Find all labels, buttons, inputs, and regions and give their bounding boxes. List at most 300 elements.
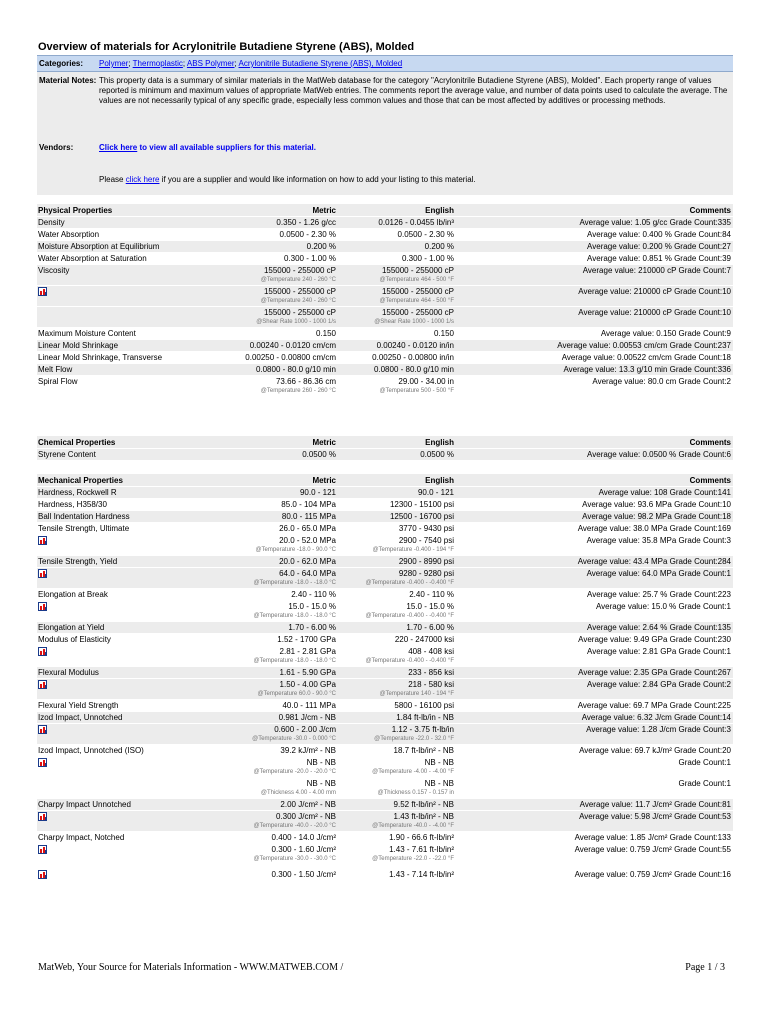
english-value: 12300 - 15100 psi [389,500,454,509]
comment-cell [454,844,733,855]
property-row [37,757,733,778]
property-name [37,757,197,768]
english-value: 0.150 [433,329,454,338]
comment-cell [454,799,733,810]
property-name [37,601,197,612]
metric-condition: @Temperature -30.0 - 0.000 °C [252,736,336,742]
category-link-abs-polymer[interactable]: ABS Polymer [186,59,235,68]
english-cell [336,556,454,567]
property-row [37,589,733,601]
property-row [37,487,733,499]
comment-cell [454,811,733,822]
supplier-info-spacer [37,175,99,195]
english-value: NB - NB [424,779,454,788]
metric-value: 20.0 - 62.0 MPa [279,557,336,566]
english-cell [336,217,454,228]
english-value: 29.00 - 34.00 in [398,377,454,386]
comment-cell [454,556,733,567]
english-value: 5800 - 16100 psi [394,701,454,710]
metric-condition: @Temperature -18.0 - -18.0 °C [253,613,336,619]
comment-cell [454,778,733,789]
metric-value: 26.0 - 65.0 MPa [279,524,336,533]
english-value: 0.0500 - 2.30 % [397,230,454,239]
metric-value: 1.61 - 5.90 GPa [279,668,336,677]
metric-cell [197,667,336,678]
property-name: Maximum Moisture Content [38,329,136,338]
metric-cell [197,523,336,534]
comment-cell [454,667,733,678]
metric-value: 2.40 - 110 % [291,590,336,599]
comment-value: Average value: 108 Grade Count:141 [598,488,731,497]
english-condition: @Temperature 500 - 500 °F [379,388,454,394]
metric-condition: @Temperature -20.0 - -20.0 °C [253,769,336,775]
english-cell [336,844,454,864]
property-row [37,667,733,679]
english-value: 0.00240 - 0.0120 in/in [376,341,454,350]
property-name [37,724,197,735]
comment-value: Average value: 15.0 % Grade Count:1 [595,602,731,611]
english-cell [336,589,454,600]
comments-column-header: Comments [689,205,731,215]
metric-value: 155000 - 255000 cP [263,266,336,275]
comment-value: Grade Count:1 [678,779,731,788]
bar-chart-icon[interactable] [38,602,47,611]
comment-cell [454,328,733,339]
property-name: Viscosity [38,266,70,275]
metric-value: 0.300 - 1.00 % [283,254,336,263]
property-row [37,307,733,328]
comment-cell [454,364,733,375]
section-title: Physical Properties [38,205,113,215]
comment-cell [454,724,733,735]
categories-links [99,59,733,68]
metric-cell [197,229,336,240]
comment-cell [454,757,733,768]
comment-cell [454,253,733,264]
english-cell [336,535,454,555]
property-row [37,634,733,646]
metric-cell [197,589,336,600]
bar-chart-icon[interactable] [38,287,47,296]
comment-cell [454,352,733,363]
property-name: Water Absorption at Saturation [38,254,147,263]
property-name: Charpy Impact, Notched [38,833,125,842]
metric-cell [197,217,336,228]
property-name: Density [38,218,65,227]
english-condition: @Temperature -0.400 - -0.400 °F [365,658,454,664]
supplier-info-suffix: if you are a supplier and would like information on how to add your listing to this material. [159,175,476,184]
property-name: Tensile Strength, Ultimate [38,524,130,533]
property-row [37,229,733,241]
comment-cell [454,265,733,276]
english-condition: @Thickness 0.157 - 0.157 in [377,790,454,796]
english-value: 220 - 247000 ksi [394,635,454,644]
comment-value: Average value: 1.28 J/cm Grade Count:3 [586,725,731,734]
notes-label: Material Notes: [39,76,97,85]
section-header [37,436,733,449]
property-name: Hardness, Rockwell R [38,488,117,497]
english-condition: @Temperature -4.00 - -4.00 °F [372,769,454,775]
category-separator: ; [128,59,133,68]
metric-value: 155000 - 255000 cP [263,308,336,317]
metric-cell [197,869,336,880]
mechanical-properties-section [37,474,733,881]
metric-condition: @Temperature -18.0 - 90.0 °C [255,547,336,553]
comment-cell [454,869,733,880]
comment-value: Average value: 2.84 GPa Grade Count:2 [587,680,731,689]
metric-cell [197,568,336,588]
comment-value: Average value: 38.0 MPa Grade Count:169 [577,524,731,533]
category-link-polymer[interactable]: Polymer [99,59,129,68]
english-cell [336,241,454,252]
comment-value: Average value: 0.00522 cm/cm Grade Count:18 [561,353,731,362]
comment-cell [454,745,733,756]
comment-cell [454,286,733,297]
english-value: 1.43 - 7.14 ft-lb/in² [389,870,454,879]
metric-value: 0.300 - 1.50 J/cm² [271,870,336,879]
metric-value: 1.70 - 6.00 % [288,623,336,632]
supplier-info-row [37,173,733,195]
english-value: 18.7 ft-lb/in² - NB [393,746,454,755]
comment-value: Average value: 210000 cP Grade Count:7 [582,266,731,275]
metric-value: 90.0 - 121 [299,488,336,497]
comment-value: Grade Count:1 [678,758,731,767]
property-row [37,511,733,523]
english-value: 233 - 856 ksi [408,668,454,677]
english-value: 155000 - 255000 cP [381,266,454,275]
comment-value: Average value: 0.759 J/cm² Grade Count:16 [574,870,731,879]
comment-value: Average value: 98.2 MPa Grade Count:18 [582,512,731,521]
metric-cell [197,622,336,633]
metric-value: 1.50 - 4.00 GPa [279,680,336,689]
property-row [37,679,733,700]
comment-cell [454,679,733,690]
property-row [37,745,733,757]
comment-cell [454,511,733,522]
property-name: Water Absorption [38,230,100,239]
property-row [37,265,733,286]
vendors-link-rest: to view all available suppliers for this material. [137,143,316,152]
comment-cell [454,535,733,546]
metric-value: 40.0 - 111 MPa [282,701,336,710]
metric-column-header: Metric [312,205,336,215]
english-cell [336,745,454,756]
english-value: 1.90 - 66.6 ft-lb/in² [389,833,454,842]
property-name [37,844,197,855]
metric-value: 0.400 - 14.0 J/cm² [271,833,336,842]
english-value: 0.0126 - 0.0455 lb/in³ [378,218,454,227]
section-title: Mechanical Properties [38,475,123,485]
english-cell [336,869,454,880]
english-value: 408 - 408 ksi [408,647,454,656]
english-cell [336,778,454,798]
property-name: Modulus of Elasticity [38,635,111,644]
english-value: 2900 - 8990 psi [398,557,454,566]
comment-value: Average value: 11.7 J/cm² Grade Count:81 [579,800,731,809]
metric-cell [197,556,336,567]
metric-cell [197,535,336,555]
english-cell [336,511,454,522]
english-column-header: English [425,475,454,485]
property-name: Flexural Modulus [38,668,99,677]
english-cell [336,799,454,810]
metric-cell [197,487,336,498]
english-cell [336,376,454,396]
metric-value: 0.300 - 1.60 J/cm² [271,845,336,854]
metric-value: NB - NB [306,758,336,767]
comment-cell [454,568,733,579]
english-cell [336,364,454,375]
category-link-thermoplastic[interactable]: Thermoplastic [132,59,183,68]
supplier-info-text [99,175,733,195]
footer-source: MatWeb, Your Source for Materials Information - WWW.MATWEB.COM / [38,962,344,973]
property-name: Linear Mold Shrinkage, Transverse [38,353,163,362]
comment-cell [454,601,733,612]
property-name [37,679,197,690]
english-condition: @Temperature -22.0 - -22.0 °F [372,856,454,862]
property-name: Moisture Absorption at Equilibrium [38,242,160,251]
property-row [37,352,733,364]
property-name: Ball Indentation Hardness [38,512,130,521]
metric-cell [197,328,336,339]
property-row [37,364,733,376]
english-cell [336,307,454,327]
bar-chart-icon[interactable] [38,647,47,656]
property-row [37,601,733,622]
english-condition: @Temperature -40.0 - -4.00 °F [372,823,454,829]
bar-chart-icon[interactable] [38,536,47,545]
property-row [37,622,733,634]
metric-condition: @Temperature -18.0 - -18.0 °C [253,580,336,586]
property-row [37,799,733,811]
metric-cell [197,799,336,810]
page-title: Overview of materials for Acrylonitrile Butadiene Styrene (ABS), Molded [38,41,415,53]
english-cell [336,340,454,351]
metric-cell [197,511,336,522]
comment-cell [454,340,733,351]
category-link-abs-molded[interactable]: Acrylonitrile Butadiene Styrene (ABS), Molded [238,59,403,68]
metric-cell [197,832,336,843]
categories-row [37,55,733,72]
metric-value: 0.981 J/cm - NB [278,713,336,722]
comments-column-header: Comments [689,475,731,485]
notes-text: This property data is a summary of similar materials in the MatWeb database for the category "Acrylonitrile Butadiene Styrene (ABS), Molded". Each property range of values reported is minimum and maximum values of appropriate MatWeb entries. The comments report the average value, and number of data points used to calculate the average. The values are not necessarily typical of any specific grade, especially less common values and those that can be most affected by additives or processing methods. [99,76,728,105]
metric-cell [197,634,336,645]
metric-value: 73.66 - 86.36 cm [275,377,336,386]
property-name: Charpy Impact Unnotched [38,800,131,809]
metric-value: 155000 - 255000 cP [263,287,336,296]
english-cell [336,523,454,534]
english-cell [336,832,454,843]
property-row [37,844,733,865]
property-name [37,307,197,318]
english-value: 0.300 - 1.00 % [401,254,454,263]
property-name: Izod Impact, Unnotched (ISO) [38,746,144,755]
property-row [37,286,733,307]
property-name: Elongation at Break [38,590,108,599]
metric-value: 80.0 - 115 MPa [281,512,336,521]
metric-cell [197,364,336,375]
comment-value: Average value: 35.8 MPa Grade Count:3 [586,536,731,545]
metric-cell [197,376,336,396]
metric-column-header: Metric [312,437,336,447]
property-name: Flexural Yield Strength [38,701,119,710]
property-row [37,328,733,340]
vendors-row [37,131,733,173]
metric-value: 0.350 - 1.26 g/cc [276,218,336,227]
english-cell [336,265,454,285]
section-title: Chemical Properties [38,437,116,447]
metric-value: 64.0 - 64.0 MPa [279,569,336,578]
metric-cell [197,499,336,510]
property-name: Hardness, H358/30 [38,500,107,509]
english-cell [336,712,454,723]
metric-value: 0.00250 - 0.00800 cm/cm [245,353,336,362]
metric-value: 0.0500 % [302,450,336,459]
english-value: 1.70 - 6.00 % [406,623,454,632]
comment-value: Average value: 0.0500 % Grade Count:6 [587,450,731,459]
vendors-click-here-link[interactable]: Click here [99,143,138,152]
comment-cell [454,646,733,657]
property-row [37,724,733,745]
english-value: 3770 - 9430 psi [398,524,454,533]
metric-value: 0.150 [315,329,336,338]
english-value: 0.200 % [424,242,454,251]
property-name: Elongation at Yield [38,623,105,632]
bar-chart-icon[interactable] [38,725,47,734]
comment-cell [454,589,733,600]
english-value: 218 - 580 ksi [408,680,454,689]
comment-value: Average value: 0.400 % Grade Count:84 [587,230,731,239]
section-header [37,474,733,487]
comment-value: Average value: 13.3 g/10 min Grade Count:336 [563,365,731,374]
bar-chart-icon[interactable] [38,569,47,578]
metric-cell [197,241,336,252]
metric-value: 0.0500 - 2.30 % [279,230,336,239]
comment-value: Average value: 93.6 MPa Grade Count:10 [582,500,731,509]
english-value: 0.0500 % [420,450,454,459]
property-row [37,499,733,511]
comment-value: Average value: 210000 cP Grade Count:10 [578,287,731,296]
property-row [37,811,733,832]
metric-cell [197,352,336,363]
english-cell [336,679,454,699]
category-separator: ; [234,59,239,68]
comment-value: Average value: 0.200 % Grade Count:27 [587,242,731,251]
comment-value: Average value: 69.7 kJ/m² Grade Count:20 [579,746,731,755]
metric-value: 15.0 - 15.0 % [288,602,336,611]
metric-cell [197,646,336,666]
bar-chart-icon[interactable] [38,870,47,879]
property-row [37,241,733,253]
english-value: 0.00250 - 0.00800 in/in [372,353,454,362]
english-condition: @Temperature -0.400 - 194 °F [372,547,454,553]
english-cell [336,622,454,633]
property-name [37,869,197,880]
property-row [37,556,733,568]
property-name [37,646,197,657]
metric-cell [197,307,336,327]
comments-column-header: Comments [689,437,731,447]
comment-value: Average value: 6.32 J/cm Grade Count:14 [581,713,731,722]
comment-cell [454,700,733,711]
property-row [37,832,733,844]
english-cell [336,286,454,306]
vendors-text [99,143,733,173]
material-info [37,55,733,195]
english-value: NB - NB [424,758,454,767]
english-condition: @Temperature -22.0 - 32.0 °F [374,736,454,742]
comment-cell [454,307,733,318]
comment-cell [454,487,733,498]
english-value: 0.0800 - 80.0 g/10 min [373,365,454,374]
comment-value: Average value: 80.0 cm Grade Count:2 [592,377,731,386]
metric-cell [197,265,336,285]
property-row [37,449,733,461]
english-condition: @Temperature -0.400 - -0.400 °F [365,613,454,619]
property-name: Melt Flow [38,365,73,374]
comment-cell [454,241,733,252]
notes-row [37,72,733,131]
property-row [37,700,733,712]
comment-value: Average value: 0.00553 cm/cm Grade Count:237 [557,341,731,350]
property-name: Tensile Strength, Yield [38,557,118,566]
english-cell [336,253,454,264]
english-cell [336,328,454,339]
supplier-info-prefix: Please [99,175,126,184]
supplier-click-here-link[interactable]: click here [125,175,160,184]
bar-chart-icon[interactable] [38,680,47,689]
english-value: 9280 - 9280 psi [398,569,454,578]
property-row [37,217,733,229]
metric-condition: @Temperature -30.0 - -30.0 °C [253,856,336,862]
comment-value: Average value: 1.85 J/cm² Grade Count:133 [574,833,731,842]
comment-cell [454,229,733,240]
comment-cell [454,622,733,633]
metric-condition: @Temperature 60.0 - 90.0 °C [257,691,336,697]
metric-value: 0.300 J/cm² - NB [275,812,336,821]
property-name [37,811,197,822]
english-cell [336,487,454,498]
english-value: 155000 - 255000 cP [381,287,454,296]
comment-value: Average value: 1.05 g/cc Grade Count:335 [579,218,731,227]
metric-value: 0.0800 - 80.0 g/10 min [255,365,336,374]
footer-page-number: Page 1 / 3 [685,962,725,973]
property-name: Izod Impact, Unnotched [38,713,123,722]
bar-chart-icon[interactable] [38,758,47,767]
metric-condition: @Temperature 260 - 260 °C [260,388,336,394]
property-row [37,535,733,556]
english-cell [336,634,454,645]
comment-value: Average value: 2.81 GPa Grade Count:1 [587,647,731,656]
english-column-header: English [425,205,454,215]
english-column-header: English [425,437,454,447]
english-cell [336,724,454,744]
comment-value: Average value: 0.759 J/cm² Grade Count:55 [574,845,731,854]
bar-chart-icon[interactable] [38,812,47,821]
comment-value: Average value: 25.7 % Grade Count:223 [587,590,731,599]
property-name [37,535,197,546]
comment-value: Average value: 69.7 MPa Grade Count:225 [577,701,731,710]
property-row [37,778,733,799]
comment-cell [454,217,733,228]
comment-cell [454,832,733,843]
bar-chart-icon[interactable] [38,845,47,854]
metric-value: 2.81 - 2.81 GPa [279,647,336,656]
metric-condition: @Temperature -40.0 - -20.0 °C [253,823,336,829]
comment-value: Average value: 43.4 MPa Grade Count:284 [577,557,731,566]
english-value: 90.0 - 121 [417,488,454,497]
